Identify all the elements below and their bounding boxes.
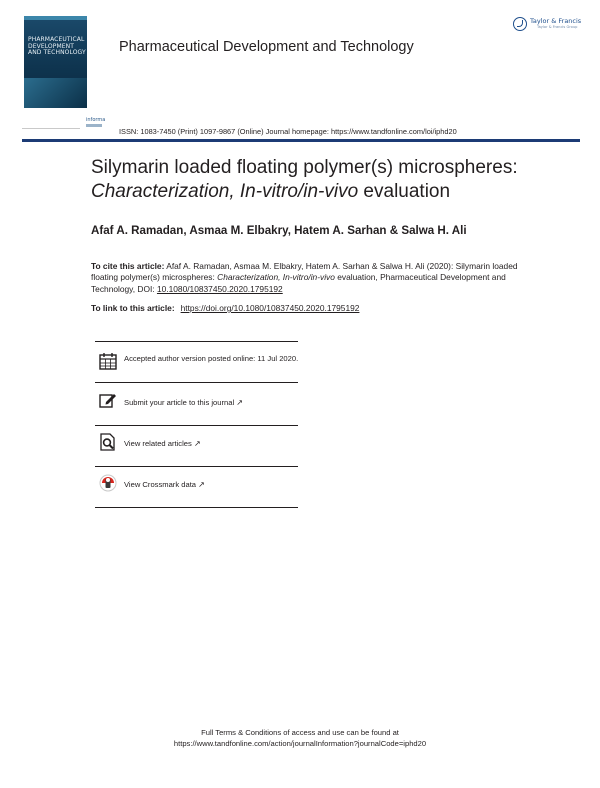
cover-strip <box>24 16 87 20</box>
citation-label: To cite this article: <box>91 261 165 271</box>
citation-text-2: evaluation, Pharmaceutical Development and Technology, DOI: <box>91 272 506 294</box>
cover-divider <box>22 128 80 129</box>
journal-cover <box>24 16 87 108</box>
edit-icon <box>99 391 117 409</box>
divider <box>95 425 298 426</box>
issn-line <box>119 127 457 136</box>
footer-terms <box>0 727 600 749</box>
divider <box>95 507 298 508</box>
article-title-line1: Silymarin loaded floating polymer(s) microspheres: <box>91 157 518 178</box>
crossmark-label: View Crossmark data <box>124 480 197 489</box>
crossmark-row[interactable] <box>95 469 298 507</box>
accepted-version-text <box>124 354 304 364</box>
related-articles-label: View related articles <box>124 439 192 448</box>
taylor-francis-icon <box>513 17 527 31</box>
citation-text: Afaf A. Ramadan, Asmaa M. Elbakry, Hatem A. Sarhan & Salwa H. Ali (2020): Silymarin loaded floating polymer(s) microspheres: <box>91 261 518 283</box>
publisher-logo[interactable] <box>513 17 583 33</box>
cover-title-line: AND TECHNOLOGY <box>28 49 86 57</box>
journal-title: Pharmaceutical Development and Technology <box>119 39 414 55</box>
citation-block <box>91 261 531 295</box>
cover-title <box>28 37 86 57</box>
article-title-italic: Characterization, In-vitro/in-vivo <box>91 181 359 202</box>
submit-article-row[interactable] <box>95 386 298 424</box>
external-link-icon: ↗ <box>236 398 243 407</box>
related-articles-icon <box>99 433 117 451</box>
header-rule <box>22 139 580 142</box>
divider <box>95 466 298 467</box>
informa-logo-bar <box>86 124 102 127</box>
article-title <box>91 156 561 204</box>
external-link-icon: ↗ <box>193 439 201 448</box>
informa-logo: informa <box>86 117 106 123</box>
article-doi-url[interactable]: https://doi.org/10.1080/10837450.2020.1795192 <box>180 303 360 313</box>
article-link-label: To link to this article: <box>91 303 175 313</box>
crossmark-icon <box>99 474 117 492</box>
article-title-line2 <box>91 180 561 204</box>
article-link-line <box>91 303 359 313</box>
submit-article-label: Submit your article to this journal <box>124 398 235 407</box>
publisher-logo-text: Taylor & Francis <box>530 17 582 25</box>
accepted-version-label: Accepted author version posted online: 11 Jul 2020. <box>124 354 299 363</box>
article-title-rest: evaluation <box>358 181 451 202</box>
footer-terms-link[interactable]: https://www.tandfonline.com/action/journalInformation?journalCode=iphd20 <box>173 739 427 748</box>
divider <box>95 341 298 342</box>
divider <box>95 382 298 383</box>
publisher-logo-subtext: Taylor & Francis Group <box>537 25 578 29</box>
accepted-version-row <box>95 344 298 382</box>
calendar-icon <box>99 352 117 370</box>
external-link-icon: ↗ <box>198 480 205 489</box>
citation-doi-link[interactable]: 10.1080/10837450.2020.1795192 <box>156 283 283 294</box>
related-articles-row[interactable] <box>95 428 298 466</box>
cover-title-line: DEVELOPMENT <box>28 42 74 50</box>
cover-title-line: PHARMACEUTICAL <box>28 36 85 43</box>
journal-homepage-link[interactable]: https://www.tandfonline.com/loi/iphd20 <box>331 127 457 136</box>
related-articles-link[interactable] <box>124 439 304 449</box>
issn-text: ISSN: 1083-7450 (Print) 1097-9867 (Online) Journal homepage: <box>119 127 331 136</box>
article-authors: Afaf A. Ramadan, Asmaa M. Elbakry, Hatem A. Sarhan & Salwa H. Ali <box>91 224 467 237</box>
footer-line1: Full Terms & Conditions of access and use can be found at <box>201 728 399 737</box>
crossmark-link[interactable] <box>124 480 304 490</box>
cover-graphic <box>24 78 87 108</box>
submit-article-link[interactable] <box>124 398 304 408</box>
citation-italic: Characterization, In-vitro/in-vivo <box>217 272 335 283</box>
